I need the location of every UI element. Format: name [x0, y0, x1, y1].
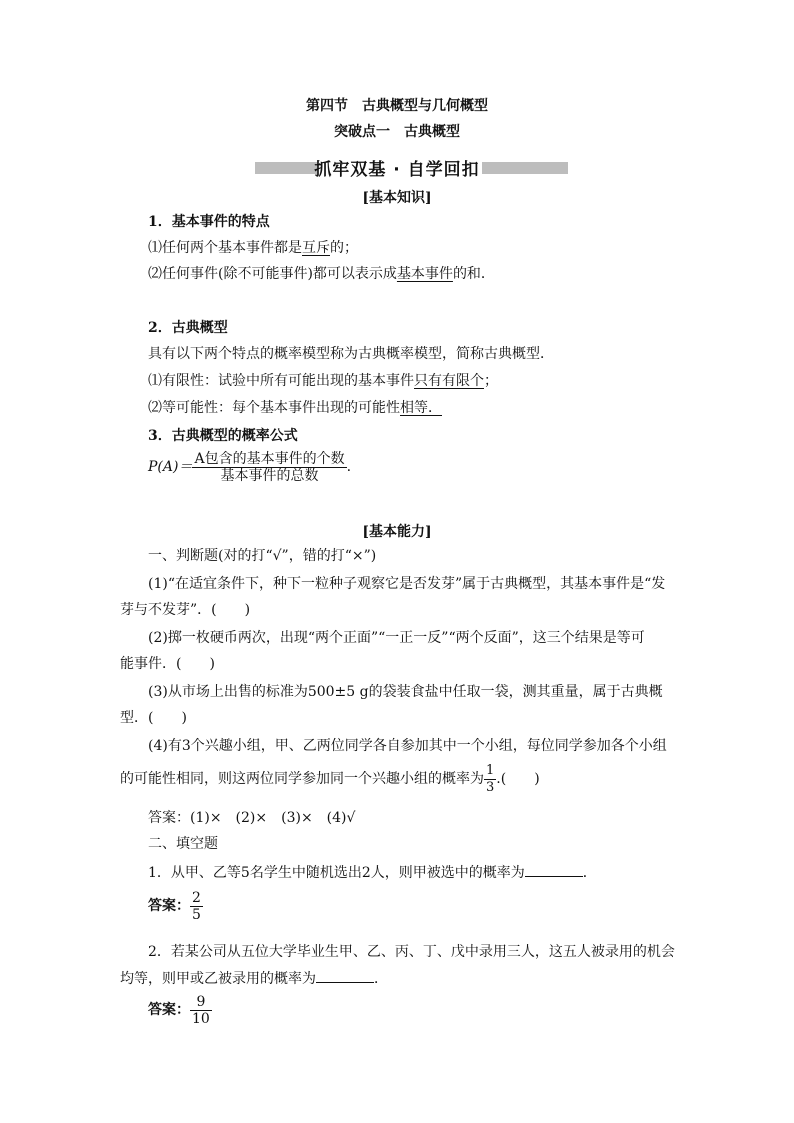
item3-title: 3．古典概型的概率公式	[148, 428, 298, 444]
fill-answer1	[148, 888, 203, 924]
item2-line2-text: ⑴有限性：试验中所有可能出现的基本事件	[148, 373, 414, 389]
section-title: 第四节 古典概型与几何概型	[306, 98, 488, 114]
item2-line2	[148, 371, 498, 391]
question4-denominator: 3	[486, 779, 495, 795]
fill-answer1-denominator: 5	[192, 906, 201, 923]
item2-title: 2．古典概型	[148, 320, 228, 336]
question4-fraction	[484, 763, 496, 796]
item1-line1-text: ⑴任何两个基本事件都是	[148, 240, 302, 256]
item1-line2-keyword: 基本事件	[396, 266, 453, 282]
fill-question2-line2	[120, 968, 388, 989]
fill-answer2-label: 答案：	[148, 1002, 190, 1018]
formula-numerator: A包含的基本事件的个数	[194, 450, 345, 467]
question1-line1: (1)“在适宜条件下，种下一粒种子观察它是否发芽”属于古典概型，其基本事件是“发	[148, 576, 666, 592]
item1-line2-text: ⑵任何事件(除不可能事件)都可以表示成	[148, 266, 397, 282]
item1-title: 1．基本事件的特点	[148, 214, 270, 230]
fill-question2-end: ．	[374, 971, 388, 987]
item2-line2-keyword: 只有有限个	[414, 373, 484, 389]
fill-answer1-numerator: 2	[192, 889, 201, 906]
item2-line3-text: ⑵等可能性：每个基本事件出现的可能性	[148, 400, 400, 416]
probability-formula	[148, 450, 351, 484]
question4-numerator: 1	[486, 762, 495, 778]
fill-answer2-numerator: 9	[190, 994, 212, 1011]
basic-knowledge-heading: [基本知识]	[362, 190, 432, 206]
formula-fraction	[192, 451, 346, 484]
part2-title: 二、填空题	[148, 836, 218, 852]
question4-line2	[120, 762, 540, 796]
item2-line2-end: ；	[484, 373, 498, 389]
basic-ability-heading: [基本能力]	[362, 524, 432, 540]
fill-answer1-fraction	[190, 890, 203, 923]
fill-answer2-denominator: 10	[192, 1010, 210, 1027]
item1-line1	[148, 238, 358, 258]
fill-answer2-fraction	[190, 994, 212, 1027]
question1-line2: 芽与不发芽”．( )	[120, 602, 251, 618]
item1-line2	[148, 264, 495, 284]
fill-question2-blank	[316, 968, 374, 983]
question3-line1: (3)从市场上出售的标准为500±5 g的袋装食盐中任取一袋，测其重量，属于古典概	[148, 684, 663, 700]
judgement-answers: 答案：(1)× (2)× (3)× (4)√	[148, 810, 356, 826]
fill-answer1-label: 答案：	[148, 898, 190, 914]
question4-line2-end: .( )	[496, 771, 540, 787]
fill-question2-line1: 2．若某公司从五位大学毕业生甲、乙、丙、丁、戊中录用三人，这五人被录用的机会	[148, 944, 675, 960]
question2-line2: 能事件．( )	[120, 656, 215, 672]
question3-line2: 型．( )	[120, 710, 187, 726]
fill-question1-text: 1．从甲、乙等5名学生中随机选出2人，则甲被选中的概率为	[148, 865, 525, 881]
fill-question1-blank	[525, 862, 583, 877]
section-banner	[0, 157, 794, 179]
item2-line3-keyword: 相等．	[400, 400, 442, 416]
question2-line1: (2)掷一枚硬币两次，出现“两个正面”“一正一反”“两个反面”，这三个结果是等可	[148, 630, 645, 646]
formula-denominator: 基本事件的总数	[220, 467, 319, 484]
fill-question2-text: 均等，则甲或乙被录用的概率为	[120, 971, 316, 987]
item1-line1-end: 的；	[330, 240, 358, 256]
question4-line2-text: 的可能性相同，则这两位同学参加同一个兴趣小组的概率为	[120, 771, 484, 787]
item2-line3	[148, 398, 442, 418]
fill-question1-end: ．	[582, 865, 597, 881]
fill-question1	[148, 862, 597, 883]
formula-lhs: P(A)＝	[148, 459, 193, 475]
banner-text: 抓牢双基 · 自学回扣	[314, 160, 480, 180]
subsection-title: 突破点一 古典概型	[334, 124, 460, 140]
formula-end: .	[346, 459, 352, 475]
part1-title: 一、判断题(对的打“√”，错的打“×”)	[148, 548, 377, 564]
item1-line2-end: 的和．	[452, 266, 495, 282]
item1-line1-keyword: 互斥	[302, 240, 330, 256]
fill-answer2	[148, 992, 212, 1028]
item2-line1: 具有以下两个特点的概率模型称为古典概率模型，简称古典概型．	[148, 346, 554, 362]
question4-line1: (4)有3个兴趣小组，甲、乙两位同学各自参加其中一个小组，每位同学参加各个小组	[148, 738, 667, 754]
